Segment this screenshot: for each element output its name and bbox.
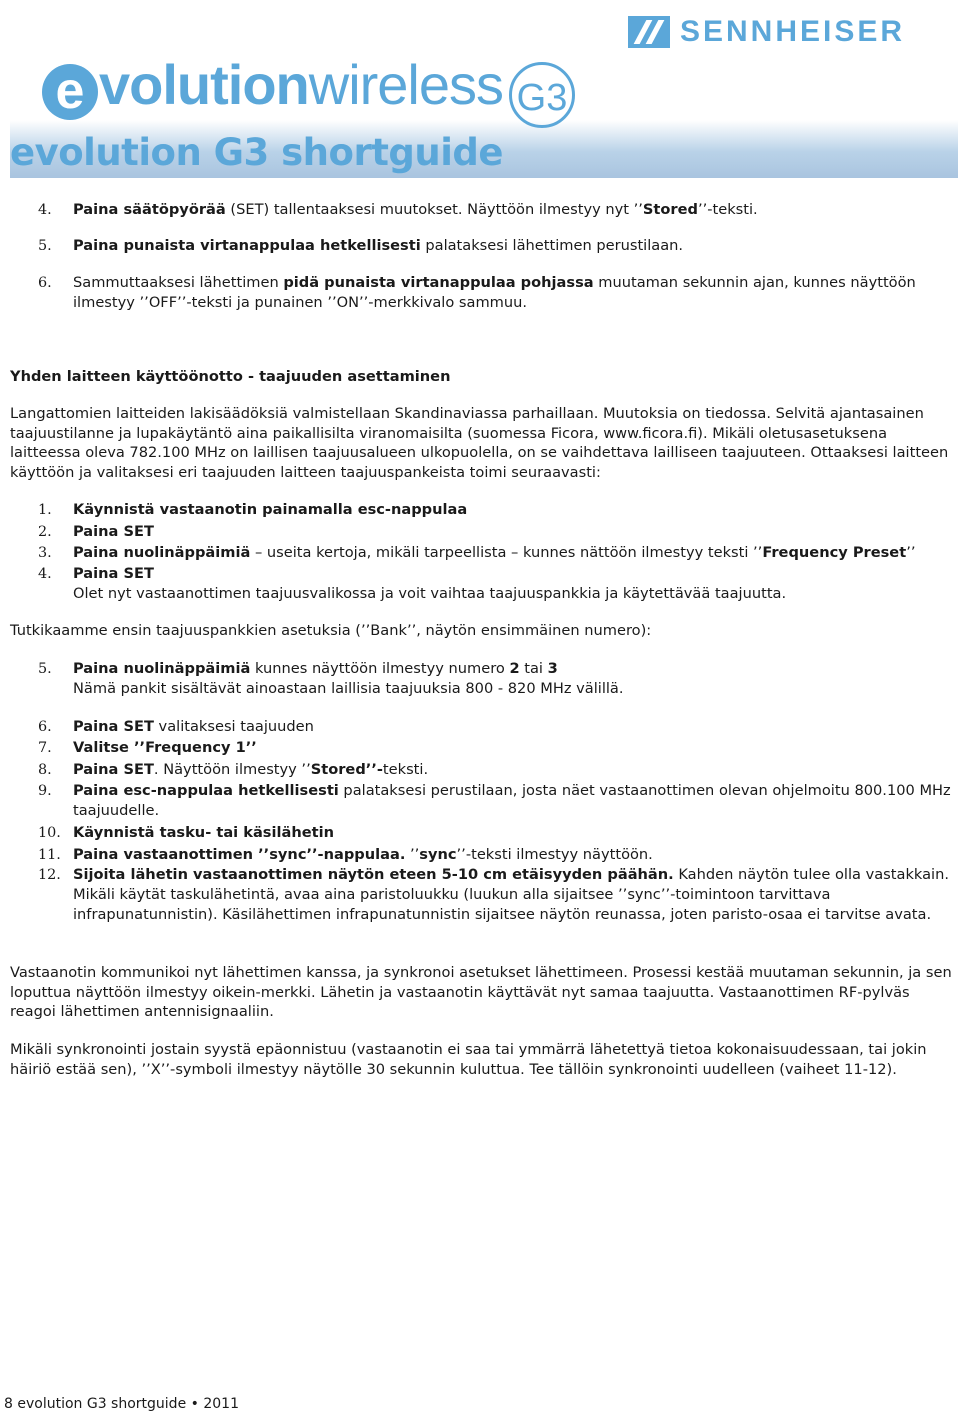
logo-e: e: [42, 64, 98, 120]
failure-paragraph: Mikäli synkronointi jostain syystä epäonnistuu (vastaanotin ei saa tai ymmärrä lähetettyä tietoa kokonaisuudessaan, tai jokin häiriö estää sen), ’’X’’-symboli ilmestyy näytölle 30 sekunnin kuluttua. Tee tällöin synkronointi uudelleen (vaiheet 11-12).: [10, 1041, 927, 1078]
sennheiser-logo: [628, 16, 905, 48]
intro-paragraph: Langattomien laitteiden lakisäädöksiä valmistellaan Skandinaviassa parhaillaan. Muutoksia on tiedossa. Selvitä ajantasainen taajuustilanne ja lupakäytäntö aina paikallisilta viranomaisilta (suomessa Ficora, www.ficora.fi). Mikäli oletusasetuksena laitteessa oleva 782.100 MHz on laillisen taajuusalueen ulkopuolella, on se vaihdettava lailliseen taajuuteen. Ottaaksesi laitteen käyttöön ja valitaksesi eri taajuuden laitteen taajuuspankeista toimi seuraavasti:: [10, 405, 949, 481]
sennheiser-mark-icon: [628, 16, 670, 48]
brand-name: SENNHEISER: [680, 15, 906, 48]
logo-evolution: volution: [99, 53, 309, 116]
section-heading: Yhden laitteen käyttöönotto - taajuuden asettaminen: [10, 368, 451, 385]
evolution-wireless-logo: [42, 53, 575, 126]
page-footer: 8 evolution G3 shortguide • 2011: [4, 1396, 239, 1412]
page-header: [0, 0, 960, 182]
logo-wireless: wireless: [308, 53, 504, 116]
sync-paragraph: Vastaanotin kommunikoi nyt lähettimen kanssa, ja synkronoi asetukset lähettimeen. Prosessi kestää muutaman sekunnin, ja sen loputtua näyttöön ilmestyy oikein-merkki. Lähetin ja vastaanotin käyttävät nyt samaa taajuutta. Vastaanottimen RF-pylväs reagoi lähettimen antennisignaaliin.: [10, 964, 952, 1020]
page-title: evolution G3 shortguide: [10, 131, 503, 174]
logo-g3-badge: G3: [509, 62, 575, 128]
bank-note: Tutkikaamme ensin taajuuspankkien asetuksia (’’Bank’’, näytön ensimmäinen numero):: [10, 622, 652, 639]
